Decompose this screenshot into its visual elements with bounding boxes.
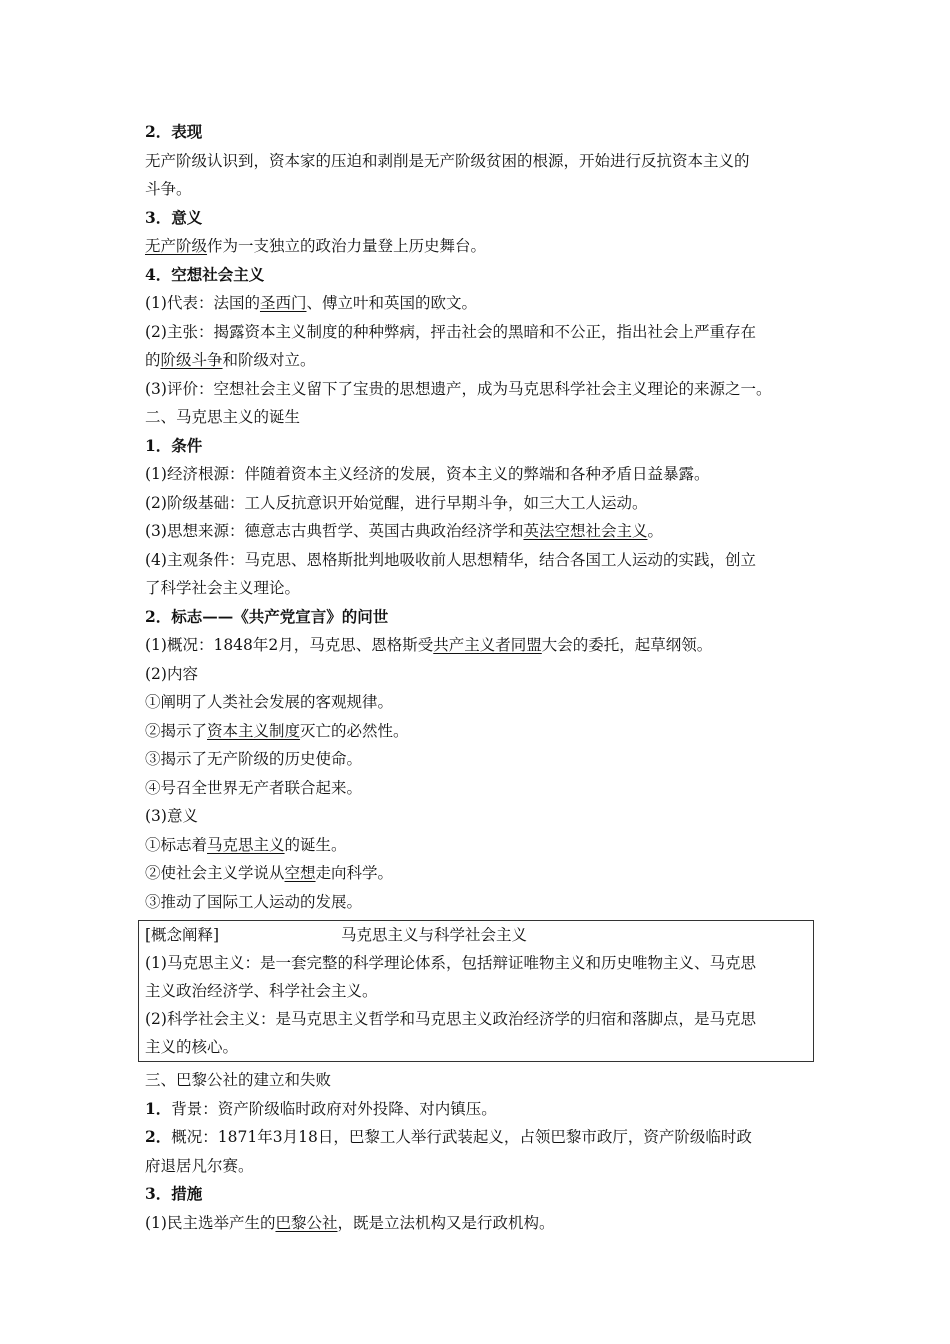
text-span: 走向科学。 xyxy=(315,864,394,882)
text-span: ②使社会主义学说从 xyxy=(145,864,285,882)
text-span: ①标志着 xyxy=(145,835,208,854)
subheading-conditions: 1．条件 xyxy=(145,435,203,455)
list-item: ③推动了国际工人运动的发展。 xyxy=(145,892,363,911)
paragraph-line: (2)阶级基础：工人反抗意识开始觉醒，进行早期斗争，如三大工人运动。 xyxy=(145,493,648,512)
paragraph-line: 了科学社会主义理论。 xyxy=(145,579,301,597)
list-item: ④号召全世界无产者联合起来。 xyxy=(145,778,363,797)
concept-line: 主义政治经济学、科学社会主义。 xyxy=(145,982,378,1000)
subheading-measures: 3．措施 xyxy=(145,1184,203,1203)
underlined-answer: 阶级斗争 xyxy=(160,351,223,369)
list-item: ③揭示了无产阶级的历史使命。 xyxy=(145,750,363,768)
concept-line: (2)科学社会主义：是马克思主义哲学和马克思主义政治经济学的归宿和落脚点，是马克思 xyxy=(145,1010,756,1028)
text-span: 的 xyxy=(145,351,161,369)
underlined-answer: 英法空想社会主义 xyxy=(523,522,648,540)
underlined-answer: 资本主义制度 xyxy=(207,721,301,740)
paragraph-line xyxy=(145,1095,815,1124)
item-number: 2． xyxy=(145,1127,172,1146)
concept-tag: [概念阐释] xyxy=(145,926,220,944)
concept-line: 主义的核心。 xyxy=(145,1038,239,1056)
concept-box-header xyxy=(145,921,807,949)
subheading-manifesto: 2．标志——《共产党宣言》的问世 xyxy=(145,606,389,626)
paragraph-line xyxy=(145,631,815,660)
text-span: 和阶级对立。 xyxy=(222,351,316,369)
paragraph-line xyxy=(145,289,815,318)
item-number: 1． xyxy=(145,1098,172,1118)
concept-title: 马克思主义与科学社会主义 xyxy=(341,926,528,944)
text-span: 的诞生。 xyxy=(284,835,347,854)
text-span: ②揭示了 xyxy=(145,721,208,740)
paragraph-line xyxy=(145,1209,815,1238)
paragraph-line: 无产阶级认识到，资本家的压迫和剥削是无产阶级贫困的根源，开始进行反抗资本主义的 xyxy=(145,151,750,170)
list-item xyxy=(145,859,815,888)
underlined-answer: 圣西门 xyxy=(259,294,307,312)
paragraph-line: (3)评价：空想社会主义留下了宝贵的思想遗产，成为马克思科学社会主义理论的来源之一。 xyxy=(145,379,772,398)
text-span: (1)概况：1848年2月，马克思、恩格斯受 xyxy=(145,636,434,654)
text-span: 、傅立叶和英国的欧文。 xyxy=(306,294,477,312)
paragraph-line: 府退居凡尔赛。 xyxy=(145,1156,254,1175)
text-span: 大会的委托，起草纲领。 xyxy=(541,636,713,654)
list-item xyxy=(145,717,815,746)
section-heading-paris-commune: 三、巴黎公社的建立和失败 xyxy=(145,1071,332,1089)
text-span: ，既是立法机构又是行政机构。 xyxy=(337,1213,555,1232)
concept-box xyxy=(138,920,814,1062)
text-span: 背景：资产阶级临时政府对外投降、对内镇压。 xyxy=(171,1099,497,1118)
text-span: 。 xyxy=(647,522,663,540)
list-item xyxy=(145,831,815,860)
section-heading-marxism: 二、马克思主义的诞生 xyxy=(145,408,301,426)
paragraph-line: (2)内容 xyxy=(145,664,198,683)
paragraph-line xyxy=(145,1123,815,1152)
subheading-utopian-socialism: 4．空想社会主义 xyxy=(145,264,265,284)
subheading-expression: 2．表现 xyxy=(145,122,203,141)
paragraph-line: (2)主张：揭露资本主义制度的种种弊病，抨击社会的黑暗和不公正，指出社会上严重存在 xyxy=(145,322,756,341)
underlined-answer: 空想 xyxy=(284,864,316,882)
paragraph-line xyxy=(145,346,815,375)
underlined-answer: 巴黎公社 xyxy=(275,1213,338,1232)
concept-line: (1)马克思主义：是一套完整的科学理论体系，包括辩证唯物主义和历史唯物主义、马克思 xyxy=(145,954,756,972)
text-span: 概况：1871年3月18日，巴黎工人举行武装起义，占领巴黎市政厅，资产阶级临时政 xyxy=(171,1128,752,1146)
text-span: 作为一支独立的政治力量登上历史舞台。 xyxy=(207,237,487,255)
text-span: (1)民主选举产生的 xyxy=(145,1213,276,1232)
text-span: 灭亡的必然性。 xyxy=(300,721,409,740)
underlined-answer: 共产主义者同盟 xyxy=(433,636,542,654)
underlined-answer: 马克思主义 xyxy=(207,835,285,854)
text-span: (3)思想来源：德意志古典哲学、英国古典政治经济学和 xyxy=(145,522,524,540)
paragraph-line xyxy=(145,517,815,546)
paragraph-line: (4)主观条件：马克思、恩格斯批判地吸收前人思想精华，结合各国工人运动的实践，创立 xyxy=(145,550,756,569)
paragraph-line: (3)意义 xyxy=(145,807,198,825)
paragraph-line: (1)经济根源：伴随着资本主义经济的发展，资本主义的弊端和各种矛盾日益暴露。 xyxy=(145,465,710,483)
list-item: ①阐明了人类社会发展的客观规律。 xyxy=(145,693,394,711)
underlined-answer: 无产阶级 xyxy=(145,237,208,255)
document-body xyxy=(145,118,815,1237)
subheading-significance: 3．意义 xyxy=(145,207,203,227)
text-span: (1)代表：法国的 xyxy=(145,294,260,312)
paragraph-line xyxy=(145,232,815,261)
paragraph-line: 斗争。 xyxy=(145,180,192,198)
